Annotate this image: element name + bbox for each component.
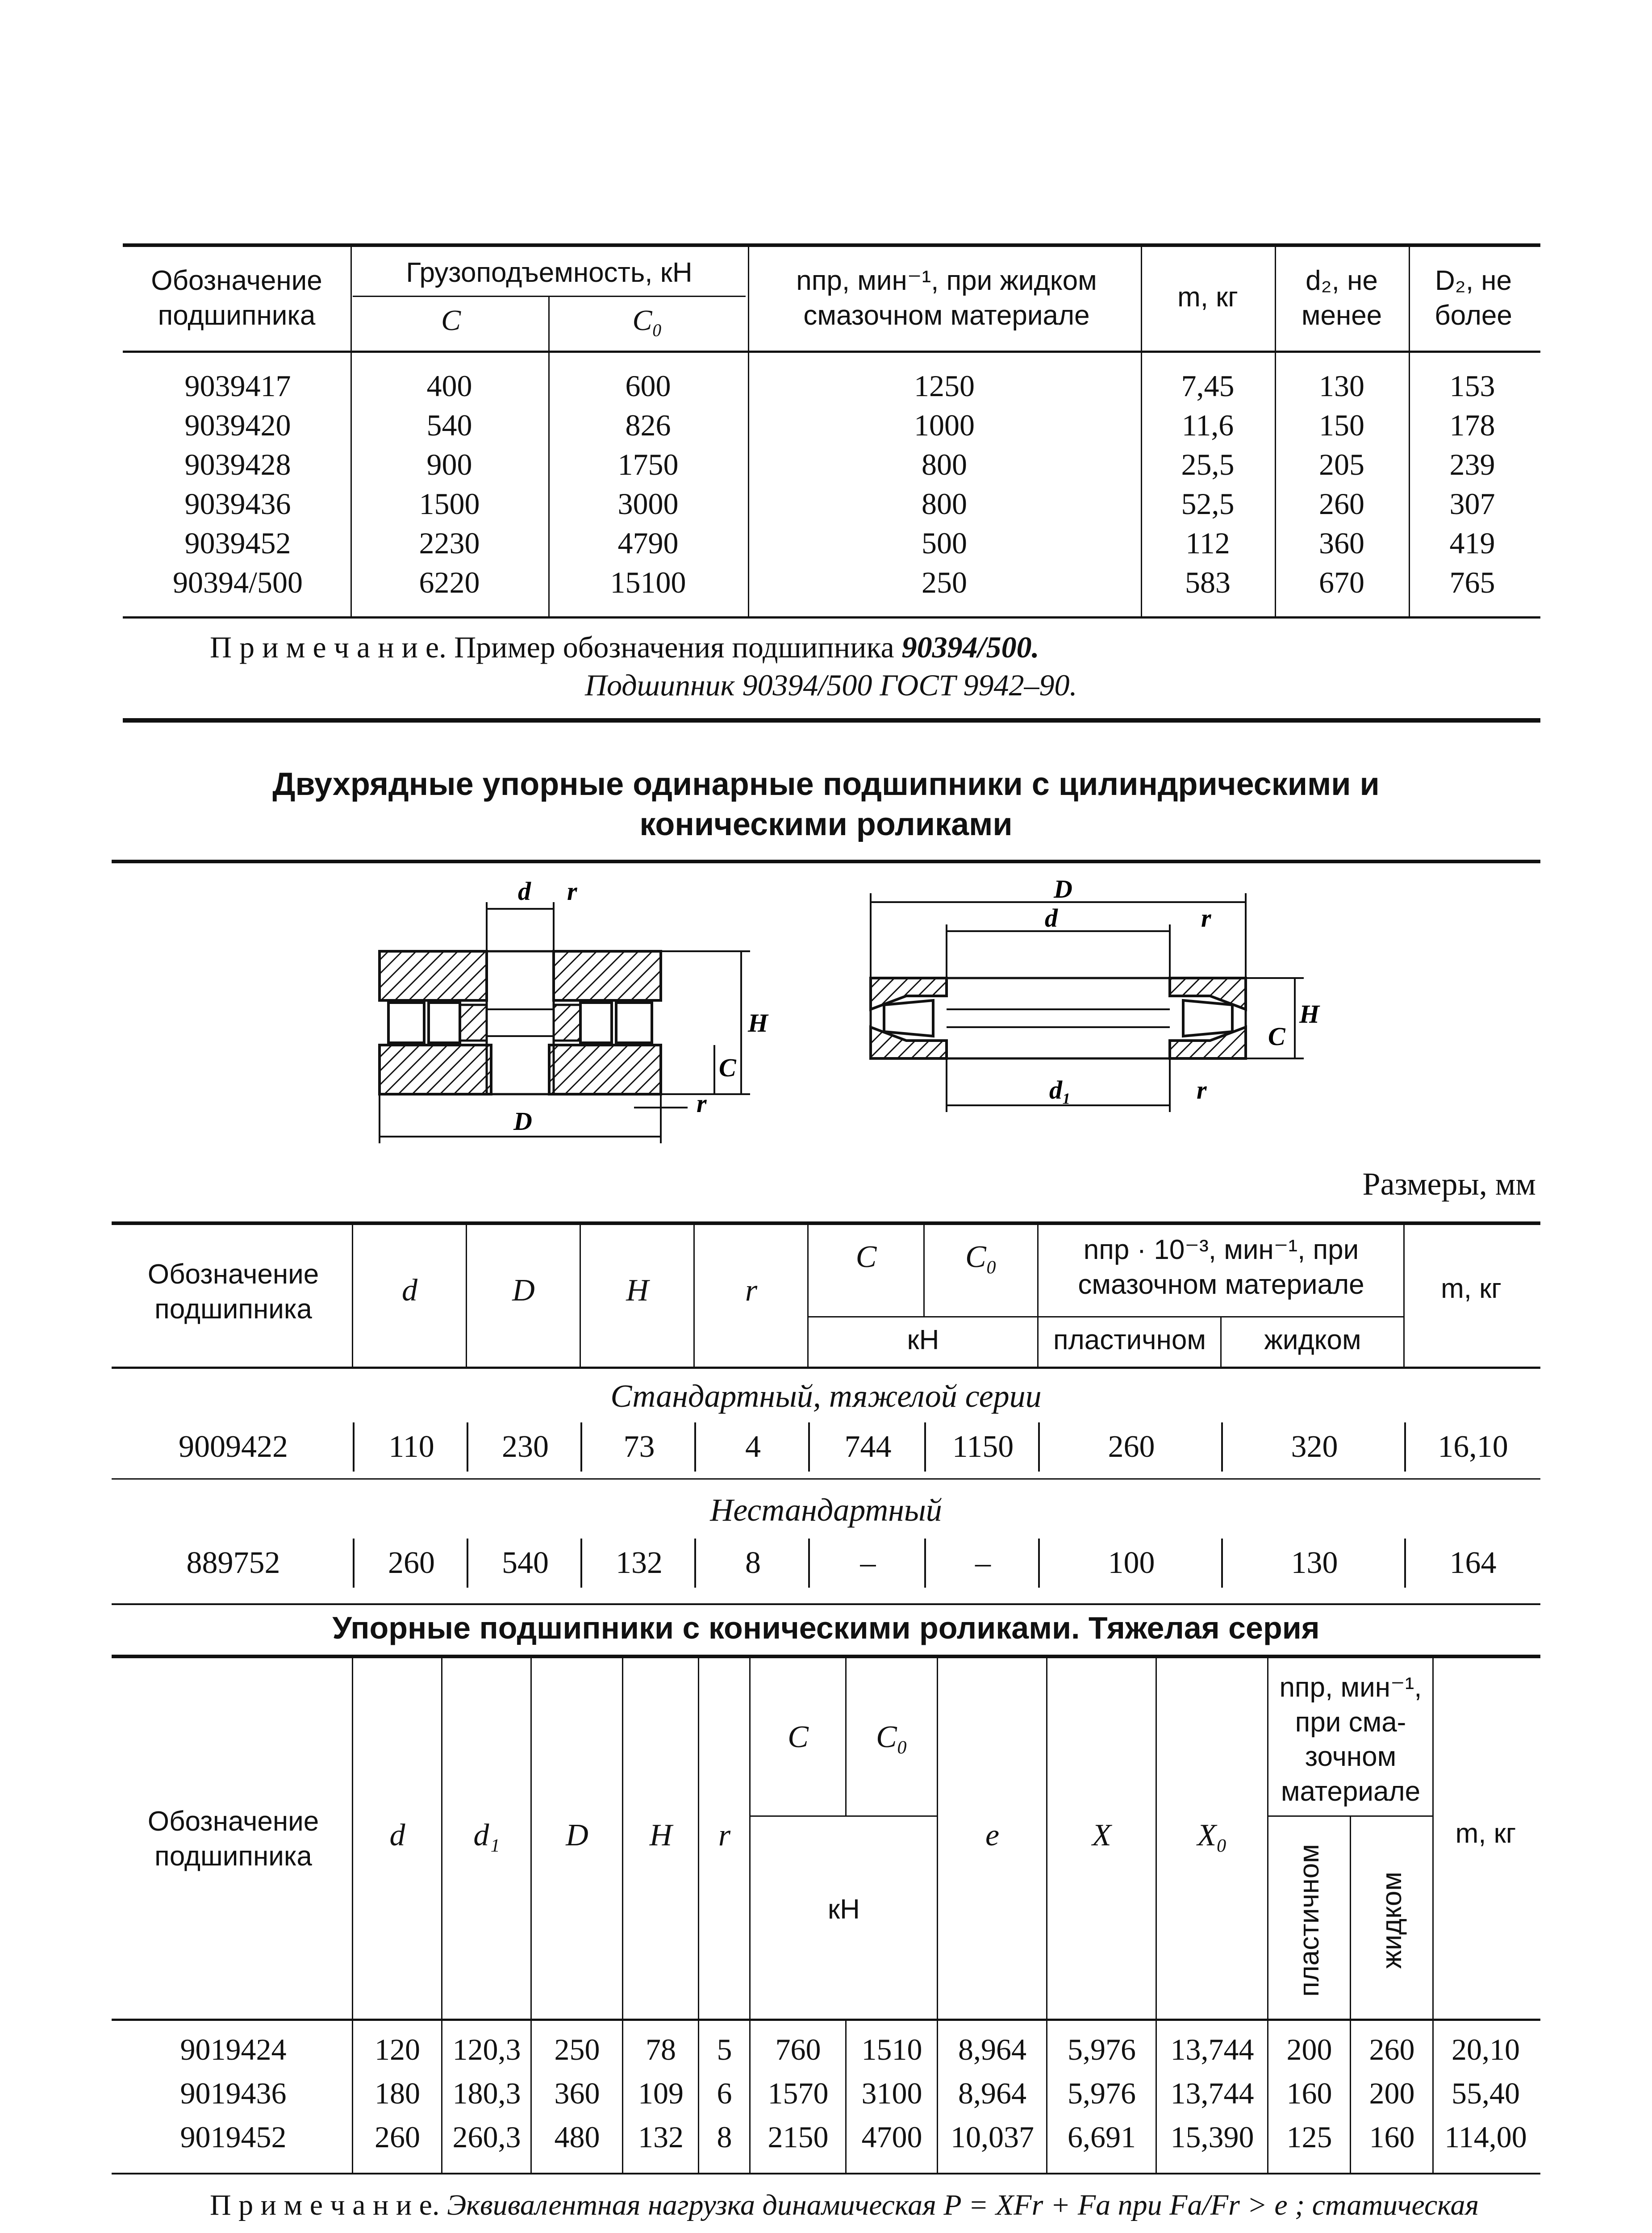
s3-vrule xyxy=(845,1658,847,1815)
fig1-label-H: H xyxy=(748,1008,768,1037)
table-cell: 6 xyxy=(717,2076,732,2110)
table-cell: 13,744 xyxy=(1170,2032,1254,2066)
s3-header-rule xyxy=(112,2019,1540,2021)
table-row xyxy=(125,406,1536,445)
s2-row-standard xyxy=(114,1422,1538,1472)
table-cell: 480 xyxy=(554,2120,600,2154)
table-cell: 1510 xyxy=(861,2032,922,2066)
s3-h-r: r xyxy=(718,1818,731,1852)
s2-h-d: d xyxy=(402,1273,417,1308)
table-cell: 1500 xyxy=(419,486,480,521)
s2-h-C0: C₀ xyxy=(965,1240,997,1274)
s3-h-mass: m, кг xyxy=(1455,1818,1516,1849)
table-cell: – xyxy=(808,1539,926,1588)
s3-h-D: D xyxy=(566,1818,588,1852)
table-cell: 13,744 xyxy=(1170,2076,1254,2110)
s3-h-plastic-cell xyxy=(1268,1831,1351,2010)
table-cell: 160 xyxy=(1369,2120,1415,2154)
table-cell: 744 xyxy=(808,1422,926,1472)
table-cell: 9019424 xyxy=(180,2032,287,2066)
table-cell: 600 xyxy=(625,368,671,403)
s2-h-designation: Обозначение подшипника xyxy=(147,1259,319,1325)
table-cell: 260 xyxy=(1369,2032,1415,2066)
table-cell: 112 xyxy=(1185,526,1230,560)
s2-h-D: D xyxy=(512,1273,535,1308)
table-cell: 540 xyxy=(467,1539,582,1588)
s2-vrule xyxy=(352,1225,353,1367)
table-cell: 765 xyxy=(1449,565,1495,599)
table-cell: 500 xyxy=(922,526,967,560)
table-row xyxy=(114,2028,1538,2071)
table-cell: 73 xyxy=(580,1422,696,1472)
s3-note-label: П р и м е ч а н и е. xyxy=(210,2189,440,2221)
table-cell: 230 xyxy=(467,1422,582,1472)
fig2-label-C: C xyxy=(1268,1022,1285,1051)
s2-h-mass: m, кг xyxy=(1441,1273,1502,1304)
fig2-label-d1: d₁ xyxy=(1049,1075,1072,1104)
table-cell: 52,5 xyxy=(1181,486,1235,521)
table-cell: 1250 xyxy=(914,368,975,403)
table-cell: 16,10 xyxy=(1404,1422,1540,1472)
section-divider xyxy=(123,718,1540,723)
table-cell: 150 xyxy=(1319,408,1364,442)
fig1-label-r2: r xyxy=(697,1089,707,1118)
s2-row-nonstandard xyxy=(114,1539,1538,1588)
table-cell: 360 xyxy=(554,2076,600,2110)
table1-header-rule xyxy=(123,351,1540,353)
s3-note-line1: Эквивалентная нагрузка динамическая P = XFr + Fa при Fa/Fr > e ; статическая xyxy=(446,2189,1479,2221)
table-cell: 2150 xyxy=(768,2120,829,2154)
table-cell: 130 xyxy=(1221,1539,1406,1588)
s3-h-X: X xyxy=(1092,1818,1111,1852)
s2-vrule xyxy=(1403,1225,1405,1367)
table1-body xyxy=(125,366,1536,602)
table-cell: 7,45 xyxy=(1181,368,1235,403)
table-cell: 178 xyxy=(1449,408,1495,442)
s2-group2: Нестандартный xyxy=(710,1492,942,1528)
table-cell: 200 xyxy=(1286,2032,1332,2066)
s2-h-plastic: пластичном xyxy=(1053,1325,1206,1355)
table-cell: 1150 xyxy=(924,1422,1040,1472)
s3-h-H: H xyxy=(649,1818,672,1852)
table-cell: 3000 xyxy=(617,486,679,521)
s2-vrule xyxy=(466,1225,467,1367)
table-cell: 900 xyxy=(426,447,472,481)
s2-table-header-rule xyxy=(112,1367,1540,1369)
table-cell: 360 xyxy=(1319,526,1364,560)
table-cell: 9019452 xyxy=(180,2120,287,2154)
bearing-drawing-cylindrical xyxy=(366,875,835,1157)
s3-title: Упорные подшипники с коническими роликами. Тяжелая серия xyxy=(332,1610,1320,1645)
table-cell: 10,037 xyxy=(951,2120,1034,2154)
fig2-label-r: r xyxy=(1201,903,1211,933)
table-cell: 9039420 xyxy=(184,408,291,442)
table-cell: 55,40 xyxy=(1452,2076,1520,2110)
table-cell: 4790 xyxy=(617,526,679,560)
t1-note-bold: 90394/500. xyxy=(901,630,1039,664)
table-cell: 4 xyxy=(694,1422,810,1472)
s3-h-designation: Обозначение подшипника xyxy=(147,1806,319,1872)
table-cell: 1750 xyxy=(617,447,679,481)
t1-h-designation: Обозначение подшипника xyxy=(151,265,322,331)
table-cell: 889752 xyxy=(186,1546,280,1580)
table-cell: 583 xyxy=(1185,565,1231,599)
table-cell: 5 xyxy=(717,2032,732,2066)
t1-note-label: П р и м е ч а н и е. xyxy=(210,630,447,664)
table-cell: 100 xyxy=(1038,1539,1223,1588)
s2-vrule xyxy=(580,1225,581,1367)
s2-h-r: r xyxy=(745,1273,758,1308)
fig2-label-H: H xyxy=(1299,999,1320,1029)
table-cell: 114,00 xyxy=(1444,2120,1527,2154)
table-cell: 110 xyxy=(353,1422,468,1472)
t1-h-d2: d₂, не менее xyxy=(1301,265,1382,331)
s3-h-speed: nпр, мин⁻¹, при сма-зочном материале xyxy=(1279,1672,1422,1807)
table-cell: 800 xyxy=(922,486,967,521)
table-cell: 8 xyxy=(694,1539,810,1588)
fig1-label-C: C xyxy=(719,1053,736,1082)
table-row xyxy=(114,2071,1538,2115)
table-cell: 2230 xyxy=(419,526,480,560)
table-cell: 540 xyxy=(426,408,472,442)
table-cell: – xyxy=(924,1539,1040,1588)
s2-vrule xyxy=(923,1225,925,1317)
table-cell: 9039436 xyxy=(184,486,291,521)
table-cell: 4700 xyxy=(861,2120,922,2154)
s2-table-row-rule xyxy=(112,1478,1540,1480)
table-cell: 132 xyxy=(580,1539,696,1588)
s2-group1: Стандартный, тяжелой серии xyxy=(610,1378,1042,1414)
table-cell: 260 xyxy=(375,2120,420,2154)
table-cell: 3100 xyxy=(861,2076,922,2110)
table-row xyxy=(125,484,1536,523)
s2-rule xyxy=(112,860,1540,863)
table-cell: 160 xyxy=(1286,2076,1332,2110)
fig1-label-d: d xyxy=(518,877,531,906)
table-cell: 15100 xyxy=(610,565,686,599)
table-cell: 8,964 xyxy=(958,2032,1026,2066)
table-cell: 760 xyxy=(775,2032,821,2066)
t1-h-mass: m, кг xyxy=(1177,282,1238,313)
s3-h-liquid: жидком xyxy=(1377,1872,1407,1969)
table1-top-rule xyxy=(123,243,1540,247)
s3-h-liquid-cell xyxy=(1351,1831,1433,2010)
fig1-label-r: r xyxy=(567,877,577,906)
table-cell: 6,691 xyxy=(1068,2120,1136,2154)
t1-h-D2: D₂, не более xyxy=(1435,265,1512,331)
table-cell: 120 xyxy=(375,2032,420,2066)
s3-h-plastic: пластичном xyxy=(1294,1844,1325,1997)
table-cell: 400 xyxy=(426,368,472,403)
table-cell: 260 xyxy=(1038,1422,1223,1472)
s2-h-H: H xyxy=(626,1273,649,1308)
table-cell: 670 xyxy=(1319,565,1364,599)
table-row xyxy=(125,366,1536,406)
table-cell: 8 xyxy=(717,2120,732,2154)
s2-vrule xyxy=(693,1225,695,1367)
table-row xyxy=(125,563,1536,602)
s3-note xyxy=(210,2188,1479,2222)
table-cell: 5,976 xyxy=(1068,2076,1136,2110)
table-cell: 78 xyxy=(646,2032,676,2066)
t1-h-C0: C₀ xyxy=(632,304,663,337)
s3-h-C: C xyxy=(788,1720,809,1754)
table-cell: 90394/500 xyxy=(173,565,303,599)
table1-bottom-rule xyxy=(123,616,1540,619)
s2-h-liquid: жидком xyxy=(1264,1325,1361,1355)
table-cell: 9009422 xyxy=(179,1430,288,1464)
s3-h-d1: d₁ xyxy=(473,1818,500,1852)
s2-vrule xyxy=(807,1225,809,1367)
table-cell: 9039452 xyxy=(184,526,291,560)
s3-kn-rule xyxy=(750,1815,938,1817)
t1-note xyxy=(210,630,1039,665)
table-cell: 109 xyxy=(638,2076,684,2110)
s3-bottom xyxy=(112,2173,1540,2174)
table-cell: 307 xyxy=(1449,486,1495,521)
table-cell: 180,3 xyxy=(452,2076,521,2110)
table-cell: 6220 xyxy=(419,565,480,599)
table-cell: 9039428 xyxy=(184,447,291,481)
table-cell: 180 xyxy=(375,2076,420,2110)
s3-h-e: e xyxy=(985,1818,1000,1852)
table-row xyxy=(125,523,1536,563)
s2-h-C: C xyxy=(855,1240,877,1274)
t1-h-load: Грузоподъемность, кН xyxy=(406,257,693,288)
table-cell: 419 xyxy=(1449,526,1495,560)
table-cell: 153 xyxy=(1449,368,1495,403)
s2-vrule xyxy=(1037,1225,1039,1367)
fig2-label-D: D xyxy=(1054,875,1072,903)
s2-table-bottom xyxy=(112,1603,1540,1605)
s2-vrule xyxy=(1220,1317,1222,1367)
table-cell: 25,5 xyxy=(1181,447,1235,481)
table-cell: 5,976 xyxy=(1068,2032,1136,2066)
table-cell: 1000 xyxy=(914,408,975,442)
s2-h-kn: кН xyxy=(907,1325,939,1355)
table-cell: 826 xyxy=(625,408,671,442)
t1-note-line2: Подшипник 90394/500 ГОСТ 9942–90. xyxy=(585,668,1077,702)
fig1-label-D: D xyxy=(513,1107,532,1136)
table-cell: 11,6 xyxy=(1181,408,1234,442)
s2-table-top xyxy=(112,1221,1540,1225)
table-cell: 9039417 xyxy=(184,368,291,403)
bearing-drawing-conical xyxy=(857,875,1326,1157)
s2-title-2: коническими роликами xyxy=(639,807,1013,842)
s3-h-C0: C₀ xyxy=(876,1720,908,1754)
table-cell: 1570 xyxy=(768,2076,829,2110)
fig2-label-d: d xyxy=(1045,903,1058,933)
t1-h-C: C xyxy=(441,304,461,337)
table-cell: 130 xyxy=(1319,368,1364,403)
table-cell: 8,964 xyxy=(958,2076,1026,2110)
table-cell: 800 xyxy=(922,447,967,481)
table-cell: 250 xyxy=(554,2032,600,2066)
table-cell: 320 xyxy=(1221,1422,1406,1472)
table-cell: 250 xyxy=(922,565,967,599)
s3-h-d: d xyxy=(389,1818,405,1852)
table-cell: 200 xyxy=(1369,2076,1415,2110)
table-cell: 15,390 xyxy=(1170,2120,1254,2154)
s2-h-speed: nпр · 10⁻³, мин⁻¹, при смазочном материале xyxy=(1078,1234,1364,1300)
table-row xyxy=(114,2115,1538,2159)
dims-label: Размеры, мм xyxy=(1362,1166,1536,1202)
s3-h-X0: X₀ xyxy=(1197,1818,1227,1852)
table-cell: 260,3 xyxy=(452,2120,521,2154)
t1-note-text: Пример обозначения подшипника xyxy=(454,630,894,664)
table-row xyxy=(125,445,1536,484)
table-cell: 125 xyxy=(1286,2120,1332,2154)
table-cell: 132 xyxy=(638,2120,684,2154)
table-cell: 120,3 xyxy=(452,2032,521,2066)
fig2-label-r2: r xyxy=(1197,1075,1207,1104)
table-cell: 260 xyxy=(1319,486,1364,521)
table-cell: 239 xyxy=(1449,447,1495,481)
table-cell: 164 xyxy=(1404,1539,1540,1588)
table-cell: 20,10 xyxy=(1452,2032,1520,2066)
t1-h-speed: nпр, мин⁻¹, при жидком смазочном материале xyxy=(796,265,1097,331)
s3-top xyxy=(112,1655,1540,1658)
table-cell: 205 xyxy=(1319,447,1364,481)
s2-title-1: Двухрядные упорные одинарные подшипники с цилиндрическими и xyxy=(272,766,1380,802)
table-cell: 9019436 xyxy=(180,2076,287,2110)
s3-h-kn: кН xyxy=(828,1894,860,1925)
table-cell: 260 xyxy=(353,1539,468,1588)
